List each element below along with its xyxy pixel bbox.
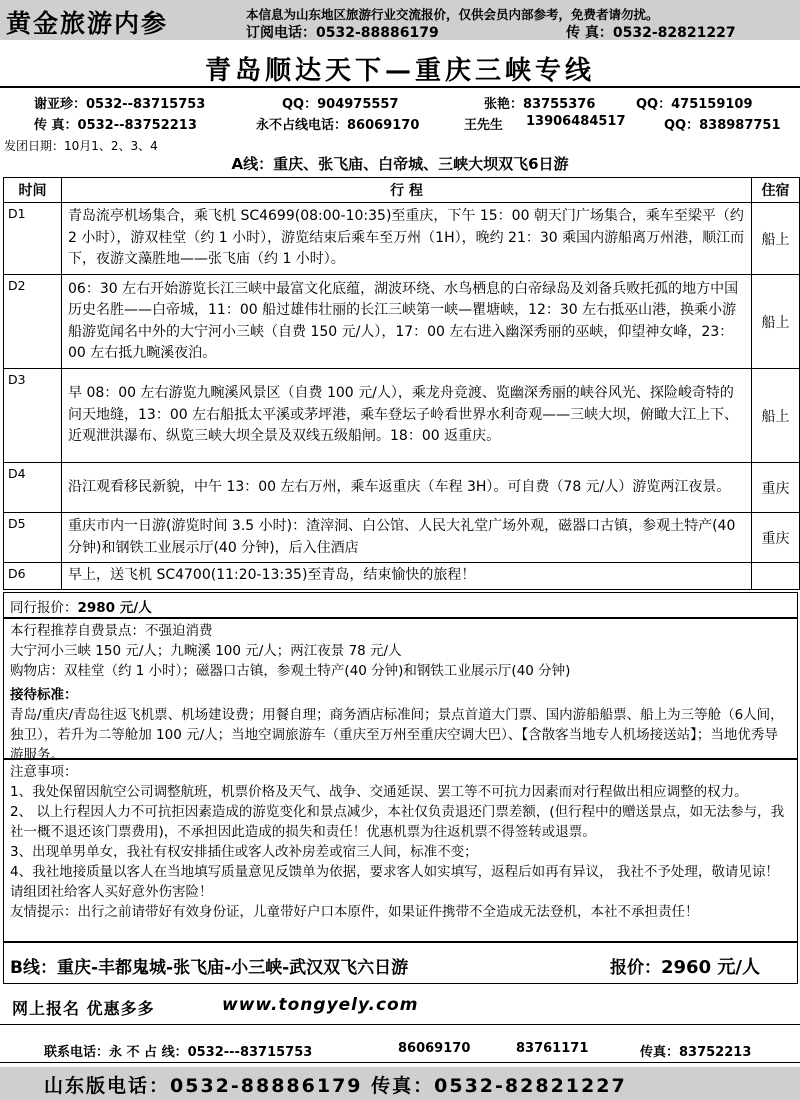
day-text: 沿江观看移民新貌，中午 13：00 左右万州，乘车返重庆（车程 3H）。可自费（78 元/人）游览两江夜景。 bbox=[62, 463, 752, 513]
day-text: 青岛流亭机场集合，乘飞机 SC4699(08:00-10:35)至重庆，下午 15：00 朝天门广场集合，乘车至梁平（约 2 小时），游双桂堂（约 1 小时），游览结束后乘车至万州（1H），晚约 21：30 乘国内游船离万州港，顺江而下，夜游文藻胜地——张飞庙（约 1 小时）。 bbox=[62, 203, 752, 275]
day-text: 重庆市内一日游(游览时间 3.5 小时)：渣滓洞、白公馆、人民大礼堂广场外观，磁器口古镇，参观土特产(40 分钟)和钢铁工业展示厅(40 分钟)，后入住酒店 bbox=[62, 513, 752, 563]
header-notice: 本信息为山东地区旅游行业交流报价，仅供会员内部参考，免费者请勿扰。 bbox=[246, 7, 659, 22]
optional-box bbox=[3, 618, 798, 763]
contact-bar-fax: 传真：83752213 bbox=[640, 1045, 752, 1060]
peer-price-value: 2980 元/人 bbox=[77, 600, 152, 616]
note-item: 4、我社地接质量以客人在当地填写质量意见反馈单为依据，要求客人如实填写，返程后如再有异议， 我社不予处理，敬请见谅！请组团社给客人买好意外伤害险！ bbox=[10, 864, 779, 900]
contact-wang-phone: 13906484517 bbox=[526, 114, 626, 129]
order-phone: 订阅电话：0532-88886179 bbox=[246, 25, 439, 41]
itinerary-table bbox=[3, 177, 800, 590]
day-stay: 重庆 bbox=[752, 513, 800, 563]
day-label: D5 bbox=[4, 513, 62, 563]
optional-line-2: 购物店：双桂堂（约 1 小时）；磁器口古镇，参观土特产(40 分钟)和钢铁工业展示厅(40 分钟) bbox=[10, 663, 571, 679]
line-b-price-value: 2960 元/人 bbox=[661, 957, 760, 978]
header-fax: 传 真：0532-82821227 bbox=[566, 25, 736, 41]
brand-title: 黄金旅游内参 bbox=[6, 9, 169, 38]
day-label: D2 bbox=[4, 275, 62, 369]
title-divider bbox=[0, 86, 800, 88]
contact-qq-1: QQ：904975557 bbox=[282, 97, 399, 112]
day-text: 06：30 左右开始游览长江三峡中最富文化底蕴，湖波环绕、水鸟栖息的白帝绿岛及刘备兵败托孤的地方中国历史名胜——白帝城，11：00 船过雄伟壮丽的长江三峡第一峡—瞿塘峡，12：30 左右抵巫山港，换乘小游船游览闻名中外的大宁河小三峡（自费 150 元/人），17：00 左右进入幽深秀丽的巫峡，仰望神女峰，23：00 左右抵九畹溪夜泊。 bbox=[62, 275, 752, 369]
page-title: 青岛顺达天下—重庆三峡专线 bbox=[204, 56, 595, 86]
day-label: D1 bbox=[4, 203, 62, 275]
line-b-title: B线：重庆-丰都鬼城-张飞庙-小三峡-武汉双飞六日游 bbox=[10, 958, 409, 978]
contact-bar-phone-2: 83761171 bbox=[516, 1041, 589, 1056]
day-stay: 船上 bbox=[752, 369, 800, 463]
line-a-title: A线：重庆、张飞庙、白帝城、三峡大坝双飞6日游 bbox=[231, 155, 569, 173]
note-item: 3、出现单男单女，我社有权安排插住或客人改补房差或宿三人间，标准不变； bbox=[10, 844, 478, 860]
day-text: 早 08：00 左右游览九畹溪风景区（自费 100 元/人），乘龙舟竞渡、览幽深秀丽的峡谷风光、探险峻奇特的问天地缝，13：00 左右船抵太平溪或茅坪港，乘车登坛子岭看世界水利奇观——三峡大坝，俯瞰大江上下、近观泄洪瀑布、纵览三峡大坝全景及双线五级船闸。18：00 返重庆。 bbox=[62, 369, 752, 463]
col-time: 时间 bbox=[4, 178, 62, 203]
note-item: 1、我处保留因航空公司调整航班，机票价格及天气、战争、交通延误、罢工等不可抗力因素而对行程做出相应调整的权力。 bbox=[10, 784, 748, 800]
peer-price-box bbox=[3, 592, 798, 618]
optional-title: 本行程推荐自费景点：不强迫消费 bbox=[10, 623, 213, 639]
table-row bbox=[4, 513, 800, 563]
table-row bbox=[4, 563, 800, 590]
contact-xie: 谢亚珍：0532--83715753 bbox=[34, 97, 206, 112]
website-link[interactable]: www.tongyely.com bbox=[222, 995, 419, 1015]
table-row bbox=[4, 203, 800, 275]
online-signup: 网上报名 优惠多多 bbox=[12, 999, 155, 1018]
departure-dates: 发团日期：10月1、2、3、4 bbox=[4, 139, 158, 153]
table-row bbox=[4, 369, 800, 463]
divider bbox=[0, 1062, 800, 1063]
notes-title: 注意事项： bbox=[10, 764, 78, 780]
contact-fax: 传 真：0532--83752213 bbox=[34, 118, 197, 133]
table-row bbox=[4, 463, 800, 513]
table-header-row bbox=[4, 178, 800, 203]
table-row bbox=[4, 275, 800, 369]
footer-contact: 山东版电话：0532-88886179 传真：0532-82821227 bbox=[44, 1075, 627, 1097]
day-label: D6 bbox=[4, 563, 62, 590]
col-stay: 住宿 bbox=[752, 178, 800, 203]
contact-wang: 王先生 bbox=[464, 118, 504, 133]
contact-zhang: 张艳：83755376 bbox=[484, 97, 596, 112]
col-schedule: 行 程 bbox=[62, 178, 752, 203]
day-label: D3 bbox=[4, 369, 62, 463]
day-stay: 船上 bbox=[752, 203, 800, 275]
contact-bar-phone: 联系电话：永 不 占 线：0532---83715753 bbox=[44, 1045, 313, 1060]
contact-qq-2: QQ：475159109 bbox=[636, 97, 753, 112]
day-stay bbox=[752, 563, 800, 590]
contact-hotline: 永不占线电话：86069170 bbox=[256, 118, 420, 133]
contact-bar-hotline: 86069170 bbox=[398, 1041, 471, 1056]
day-stay: 船上 bbox=[752, 275, 800, 369]
line-b-price-label: 报价： bbox=[610, 958, 661, 978]
divider bbox=[0, 1024, 800, 1025]
day-text: 早上，送飞机 SC4700(11:20-13:35)至青岛，结束愉快的旅程！ bbox=[62, 563, 752, 590]
day-label: D4 bbox=[4, 463, 62, 513]
line-b-box bbox=[3, 942, 798, 984]
notes-box bbox=[3, 759, 798, 942]
peer-price-label: 同行报价： bbox=[10, 600, 78, 616]
note-item: 2、 以上行程因人力不可抗拒因素造成的游览变化和景点减少，本社仅负责退还门票差额，(但行程中的赠送景点，如无法参与，我社一概不退还该门票费用)，不承担因此造成的损失和责任！优惠机票为往返机票不得签转或退票。 bbox=[10, 804, 785, 840]
day-stay: 重庆 bbox=[752, 463, 800, 513]
optional-line-1: 大宁河小三峡 150 元/人；九畹溪 100 元/人；两江夜景 78 元/人 bbox=[10, 643, 402, 659]
standard-title: 接待标准： bbox=[10, 687, 78, 703]
note-item: 友情提示：出行之前请带好有效身份证，儿童带好户口本原件，如果证件携带不全造成无法登机，本社不承担责任！ bbox=[10, 904, 699, 920]
standard-text: 青岛/重庆/青岛往返飞机票、机场建设费；用餐自理；商务酒店标准间；景点首道大门票、国内游船船票、船上为三等舱（6人间，独卫），若升为二等舱加 100 元/人；当地空调旅游车（重庆至万州至重庆空调大巴）、【含散客当地专人机场接送站】；当地优秀导游服务。 bbox=[10, 707, 784, 763]
contact-qq-3: QQ：838987751 bbox=[664, 118, 781, 133]
